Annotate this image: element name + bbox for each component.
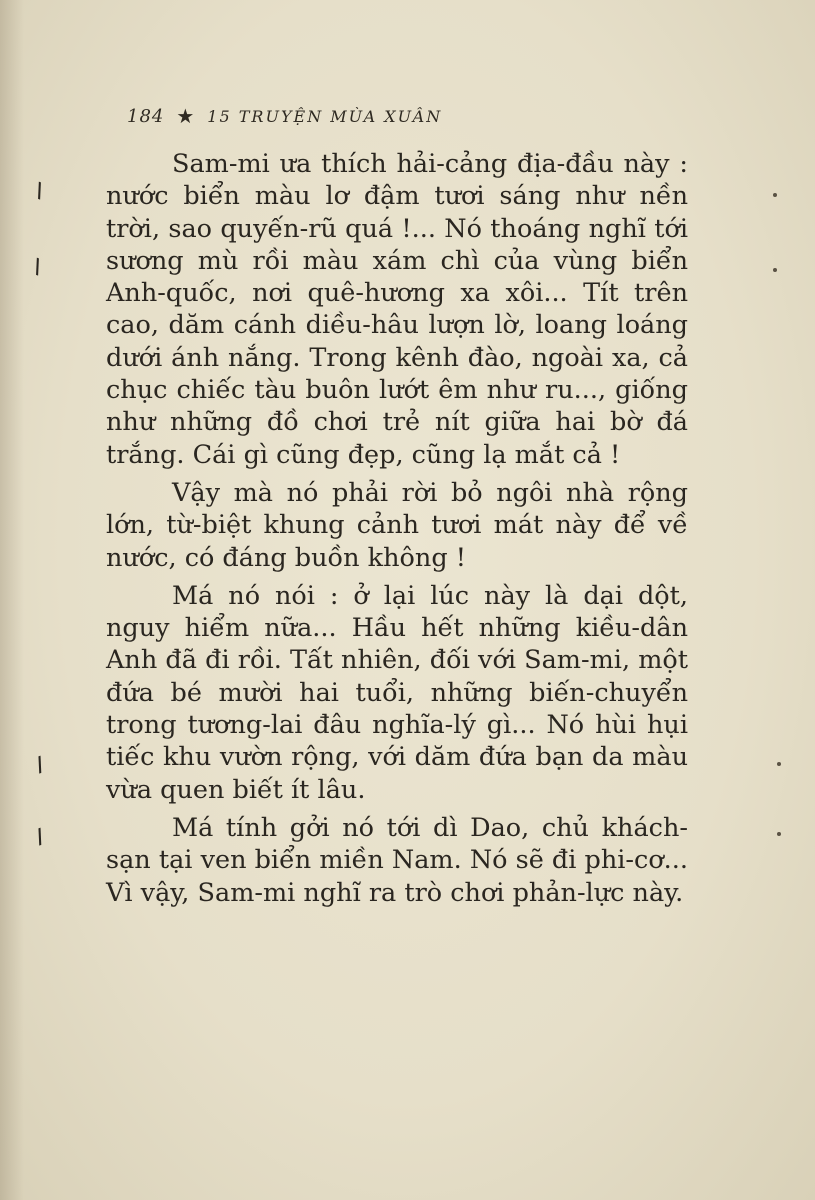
paragraph-4: Má tính gởi nó tới dì Dao, chủ khách-sạn tại ven biển miền Nam. Nó sẽ đi phi-cơ... Vì vậy, Sam-mi nghĩ ra trò chơi phản-lực này. bbox=[106, 812, 688, 908]
binding-hole bbox=[773, 193, 777, 197]
binding-mark: / bbox=[32, 823, 48, 849]
paragraph-1: Sam-mi ưa thích hải-cảng địa-đầu này : nước biển màu lơ đậm tươi sáng như nền trời, sao quyến-rũ quá !... Nó thoáng nghĩ tới sương mù rồi màu xám chì của vùng biển Anh-quốc, nơi quê-hương xa xôi... Tít trên cao, dăm cánh diều-hâu lượn lờ, loang loáng dưới ánh nắng. Trong kênh đào, ngoài xa, cả chục chiếc tàu buôn lướt êm như ru..., giống như những đồ chơi trẻ nít giữa hai bờ đá trắng. Cái gì cũng đẹp, cũng lạ mắt cả ! bbox=[106, 149, 688, 470]
binding-mark: \ bbox=[30, 253, 46, 279]
paragraph-3: Má nó nói : ở lại lúc này là dại dột, nguy hiểm nữa... Hầu hết những kiều-dân Anh đã đi rồi. Tất nhiên, đối với Sam-mi, một đứa bé mười hai tuổi, những biến-chuyển trong tương-lai đâu nghĩa-lý gì... Nó hùi hụi tiếc khu vườn rộng, với dăm đứa bạn da màu vừa quen biết ít lâu. bbox=[106, 580, 688, 805]
binding-mark: \ bbox=[32, 177, 48, 203]
binding-hole bbox=[777, 762, 781, 766]
binding-hole bbox=[777, 832, 781, 836]
star-icon: ★ bbox=[176, 104, 196, 128]
body-text bbox=[106, 148, 688, 915]
paragraph-2: Vậy mà nó phải rời bỏ ngôi nhà rộng lớn, từ-biệt khung cảnh tươi mát này để về nước, có đáng buồn không ! bbox=[106, 477, 688, 573]
page-number: 184 bbox=[127, 105, 165, 127]
running-header bbox=[127, 104, 442, 128]
binding-mark: / bbox=[32, 751, 48, 777]
binding-hole bbox=[773, 268, 777, 272]
book-title: 15 TRUYỆN MÙA XUÂN bbox=[207, 106, 443, 126]
